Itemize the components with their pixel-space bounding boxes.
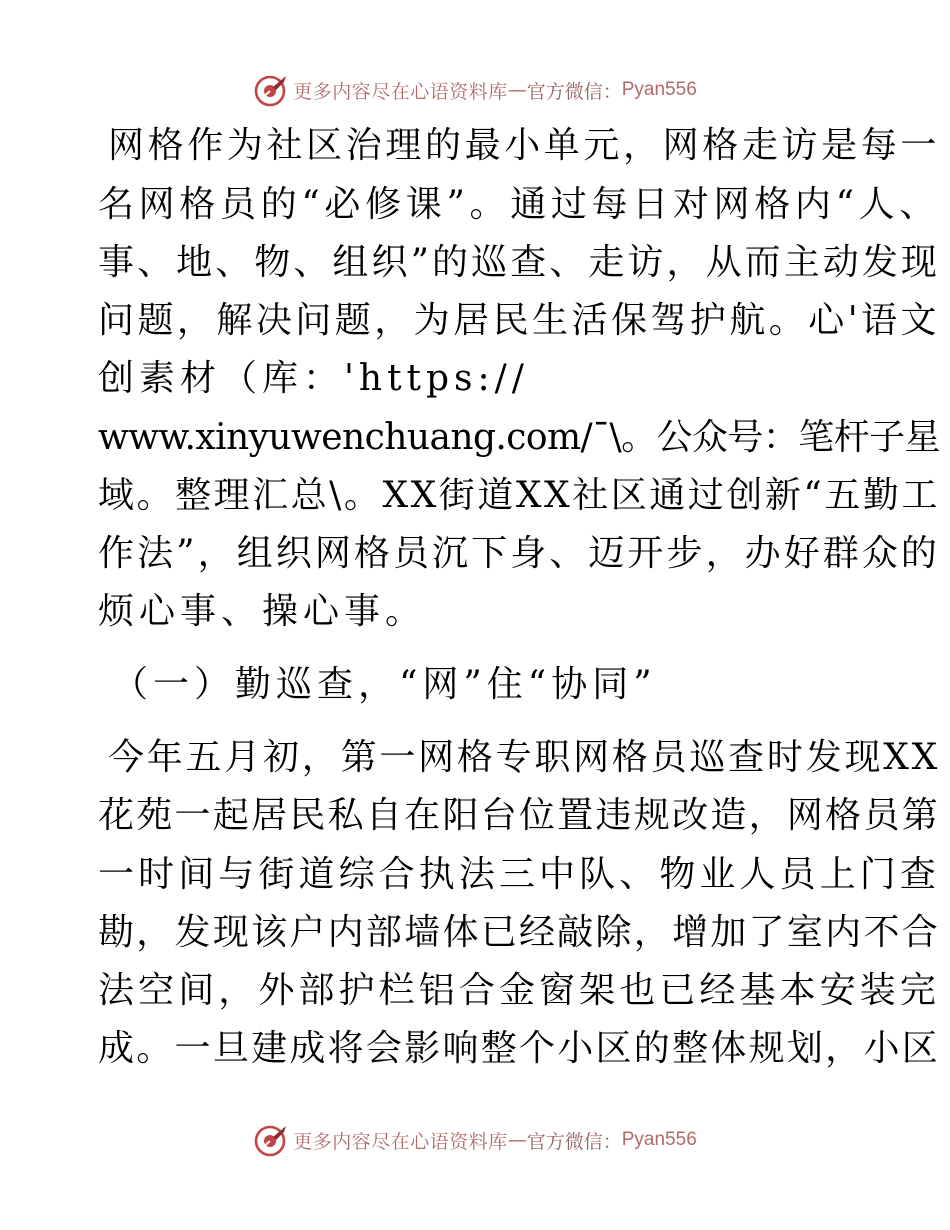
footer-banner — [0, 1120, 950, 1160]
paragraph1-line: 创素材（库：'https:// — [98, 358, 529, 399]
paragraph1-line: 域。整理汇总\。XX街道XX社区通过创新“五勤工 — [98, 475, 940, 516]
paragraph1-line: 问题，解决问题，为居民生活保驾护航。心'语文 — [98, 300, 940, 341]
paragraph2-line: 花苑一起居民私自在阳台位置违规改造，网格员第 — [98, 795, 940, 836]
paragraph2-line: 成。一旦建成将会影响整个小区的整体规划，小区 — [98, 1028, 940, 1069]
paragraph2-line: 今年五月初，第一网格专职网格员巡查时发现XX — [108, 737, 940, 778]
banner-wechat-id: Pyan556 — [621, 1129, 697, 1150]
paragraph2-line: 勘，发现该户内部墙体已经敲除，增加了室内不合 — [98, 912, 940, 953]
banner-wechat-label: 官方微信： — [526, 1130, 622, 1153]
banner-text: 更多内容尽在心语资料库 — [293, 1130, 508, 1153]
section-heading: （一）勤巡查，“网”住“协同” — [112, 664, 657, 705]
banner-separator: — — [507, 1129, 527, 1151]
paragraph2-line: 一时间与街道综合执法三中队、物业人员上门查 — [98, 854, 940, 895]
paragraph1-line: www.xinyuwenchuang.com/¯\。公众号：笔杆子星 — [98, 417, 940, 458]
paragraph1-line: 烦心事、操心事。 — [98, 591, 427, 632]
banner-wechat-label: 官方微信： — [526, 80, 622, 103]
paragraph2-line: 法空间，外部护栏铝合金窗架也已经基本安装完 — [98, 970, 940, 1011]
paragraph1-line: 作法”，组织网格员沉下身、迈开步，办好群众的 — [98, 533, 940, 574]
paragraph1-line: 事、地、物、组织”的巡查、走访，从而主动发现 — [98, 242, 940, 283]
quill-logo-icon — [253, 73, 289, 107]
paragraph1-line: 网格作为社区治理的最小单元，网格走访是每一 — [108, 125, 940, 166]
banner-separator: — — [507, 79, 527, 101]
banner-wechat-id: Pyan556 — [621, 79, 697, 100]
quill-logo-icon — [253, 1123, 289, 1157]
paragraph1-line: 名网格员的“必修课”。通过每日对网格内“人、 — [98, 184, 940, 225]
header-banner — [0, 70, 950, 110]
banner-text: 更多内容尽在心语资料库 — [293, 80, 508, 103]
